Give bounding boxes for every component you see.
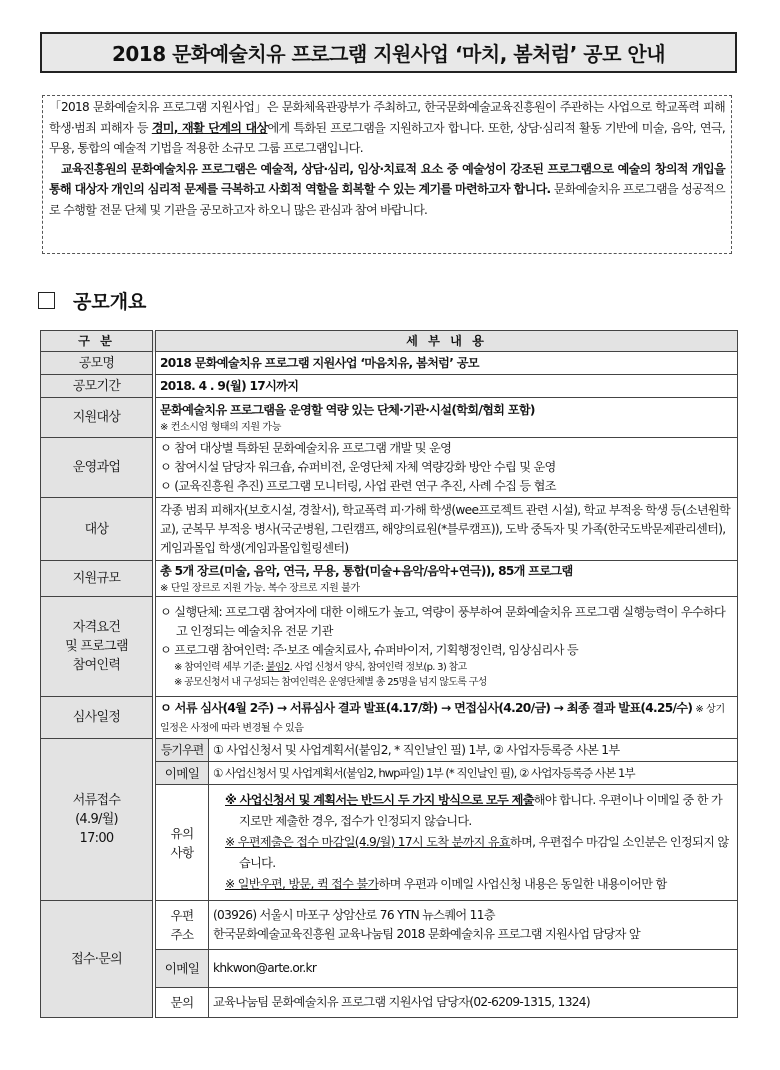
qual-note: ※ 참여인력 세부 기준: 붙임2. 사업 신청서 양식, 참여인력 정보(p. 3) 참고 [174, 662, 467, 673]
caution-item: ※ 우편제출은 접수 마감일(4.9/월) 17시 도착 분까지 유효하며, 우편접수 마감일 소인분은 인정되지 않습니다. [225, 835, 729, 870]
caution-item: ※ 일반우편, 방문, 퀵 접수 불가하며 우편과 이메일 사업신청 내용은 동일한 내용이어만 함 [225, 877, 667, 891]
row-label-ops: 운영과업 [41, 438, 153, 498]
row-value-scale: 총 5개 장르(미술, 음악, 연극, 무용, 통합(미술+음악/음악+연극)), 85개 프로그램 [160, 563, 573, 578]
table-row [41, 398, 738, 438]
row-label-qual-1: 자격요건 [72, 620, 121, 635]
square-bullet-icon [38, 292, 55, 309]
overview-table [40, 330, 738, 1018]
section-heading [38, 287, 146, 314]
sub-label-email: 이메일 [156, 762, 209, 785]
row-value-inquiry: 교육나눔팀 문화예술치유 프로그램 지원사업 담당자(02-6209-1315, 1324) [209, 988, 738, 1018]
table-row [41, 697, 738, 739]
row-label-scale: 지원규모 [41, 561, 153, 597]
ops-item: ㅇ 참여시설 담당자 워크숍, 슈퍼비전, 운영단체 자체 역량강화 방안 수립 및 운영 [160, 460, 556, 474]
ops-item: ㅇ (교육진흥원 추진) 프로그램 모니터링, 사업 관련 연구 추진, 사례 수집 등 협조 [160, 479, 556, 493]
intro-box [42, 95, 732, 254]
row-value-name: 2018 문화예술치유 프로그램 지원사업 ‘마음치유, 봄처럼’ 공모 [156, 352, 738, 375]
ops-item: ㅇ 참여 대상별 특화된 문화예술치유 프로그램 개발 및 운영 [160, 441, 452, 455]
header-details: 세 부 내 용 [156, 331, 738, 352]
row-label-review: 심사일정 [41, 697, 153, 739]
row-value-email: ① 사업신청서 및 사업계획서(붙임2, hwp파일) 1부 (* 직인날인 필), ② 사업자등록증 사본 1부 [209, 762, 738, 785]
intro-paragraph-2: 교육진흥원의 문화예술치유 프로그램은 예술적, 상담·심리, 임상·치료적 요소 중 예술성이 강조된 프로그램으로 예술의 창의적 개입을 통해 대상자 개인의 심리적 문제를 극복하고 사회적 역할을 회복할 수 있는 계기를 마련하고자 합니다. 문화예술치유 프로그램을 성공적으로 수행할 전문 단체 및 기관을 공모하고자 하오니 많은 관심과 참여 바랍니다. [49, 161, 725, 217]
sub-label-caution-1: 유의 [170, 825, 194, 841]
table-row [41, 375, 738, 398]
caution-item: ※ 사업신청서 및 계획서는 반드시 두 가지 방식으로 모두 제출해야 합니다. 우편이나 이메일 중 한 가지로만 제출한 경우, 접수가 인정되지 않습니다. [225, 793, 723, 828]
row-label-qual-2: 및 프로그램 [65, 639, 128, 654]
table-row [41, 597, 738, 697]
row-label-audience: 대상 [41, 498, 153, 561]
table-header-row [41, 331, 738, 352]
sub-label-caution-2: 사항 [170, 844, 194, 860]
row-value-target: 문화예술치유 프로그램을 운영할 역량 있는 단체·기관·시설(학회/협회 포함) [160, 402, 535, 417]
review-note: ※ 상기 일정은 사정에 따라 변경될 수 있음 [160, 703, 725, 734]
sub-label-post-2: 주소 [170, 927, 194, 942]
page-title: 2018 문화예술치유 프로그램 지원사업 ‘마치, 봄처럼’ 공모 안내 [40, 32, 737, 73]
row-label-submit-1: 서류접수 [72, 793, 121, 808]
row-label-submit-3: 17:00 [79, 831, 114, 846]
target-note: ※ 컨소시엄 형태의 지원 가능 [160, 421, 281, 433]
row-label-target: 지원대상 [41, 398, 153, 438]
sub-label-inquiry: 문의 [156, 988, 209, 1018]
row-label-qual-3: 참여인력 [72, 658, 121, 673]
sub-label-mail: 등기우편 [156, 739, 209, 762]
row-value-period: 2018. 4 . 9(월) 17시까지 [156, 375, 738, 398]
row-label-name: 공모명 [41, 352, 153, 375]
contact-email-link[interactable]: khkwon@arte.or.kr [209, 950, 738, 988]
table-row [41, 352, 738, 375]
qual-item: ㅇ 프로그램 참여인력: 주·보조 예술치료사, 슈퍼바이저, 기획행정인력, 임상심리사 등 [160, 643, 578, 657]
section-title: 공모개요 [73, 291, 147, 313]
table-row [41, 739, 738, 762]
header-category: 구 분 [41, 331, 153, 352]
qual-note: ※ 공모신청서 내 구성되는 참여인력은 운영단체별 총 25명을 넘지 않도록 구성 [174, 677, 487, 688]
table-row [41, 438, 738, 498]
intro-paragraph-1: 「2018 문화예술치유 프로그램 지원사업」은 문화체육관광부가 주최하고, 한국문화예술교육진흥원이 주관하는 사업으로 학교폭력 피해 학생·범죄 피해자 등 경미, 재활 단계의 대상에게 특화된 프로그램을 지원하고자 합니다. 또한, 상담·심리적 활동 기반에 미술, 음악, 연극, 무용, 통합의 예술적 기법을 적용한 소규모 그룹 프로그램입니다. [49, 100, 725, 155]
row-value-review: ㅇ 서류 심사(4월 2주) → 서류심사 결과 발표(4.17/화) → 면접심사(4.20/금) → 최종 결과 발표(4.25/수) [160, 700, 693, 715]
sub-label-post-1: 우편 [170, 908, 194, 923]
post-address-line: 한국문화예술교육진흥원 교육나눔팀 2018 문화예술치유 프로그램 지원사업 담당자 앞 [213, 927, 640, 941]
scale-note: ※ 단일 장르로 지원 가능. 복수 장르로 지원 불가 [160, 582, 360, 594]
row-value-mail: ① 사업신청서 및 사업계획서(붙임2, * 직인날인 필) 1부, ② 사업자등록증 사본 1부 [209, 739, 738, 762]
table-row [41, 901, 738, 950]
row-label-period: 공모기간 [41, 375, 153, 398]
table-row [41, 561, 738, 597]
table-row [41, 498, 738, 561]
row-label-submit-2: (4.9/월) [75, 812, 118, 827]
row-label-contact: 접수·문의 [41, 901, 153, 1018]
post-address-line: (03926) 서울시 마포구 상암산로 76 YTN 뉴스퀘어 11층 [213, 908, 495, 922]
qual-item: ㅇ 실행단체: 프로그램 참여자에 대한 이해도가 높고, 역량이 풍부하여 문화예술치유 프로그램 실행능력이 우수하다고 인정되는 예술치유 전문 기관 [160, 605, 726, 638]
row-value-audience: 각종 범죄 피해자(보호시설, 경찰서), 학교폭력 피·가해 학생(wee프로젝트 관련 시설), 학교 부적응 학생 등(소년원학교), 군복무 부적응 병사(국군병원, 그린캠프, 해양의료원(*블루캠프)), 도박 중독자 및 가족(한국도박문제관리센터), 게임과몰입 학생(게임과몰입힐링센터) [156, 498, 738, 561]
sub-label-contact-email: 이메일 [156, 950, 209, 988]
